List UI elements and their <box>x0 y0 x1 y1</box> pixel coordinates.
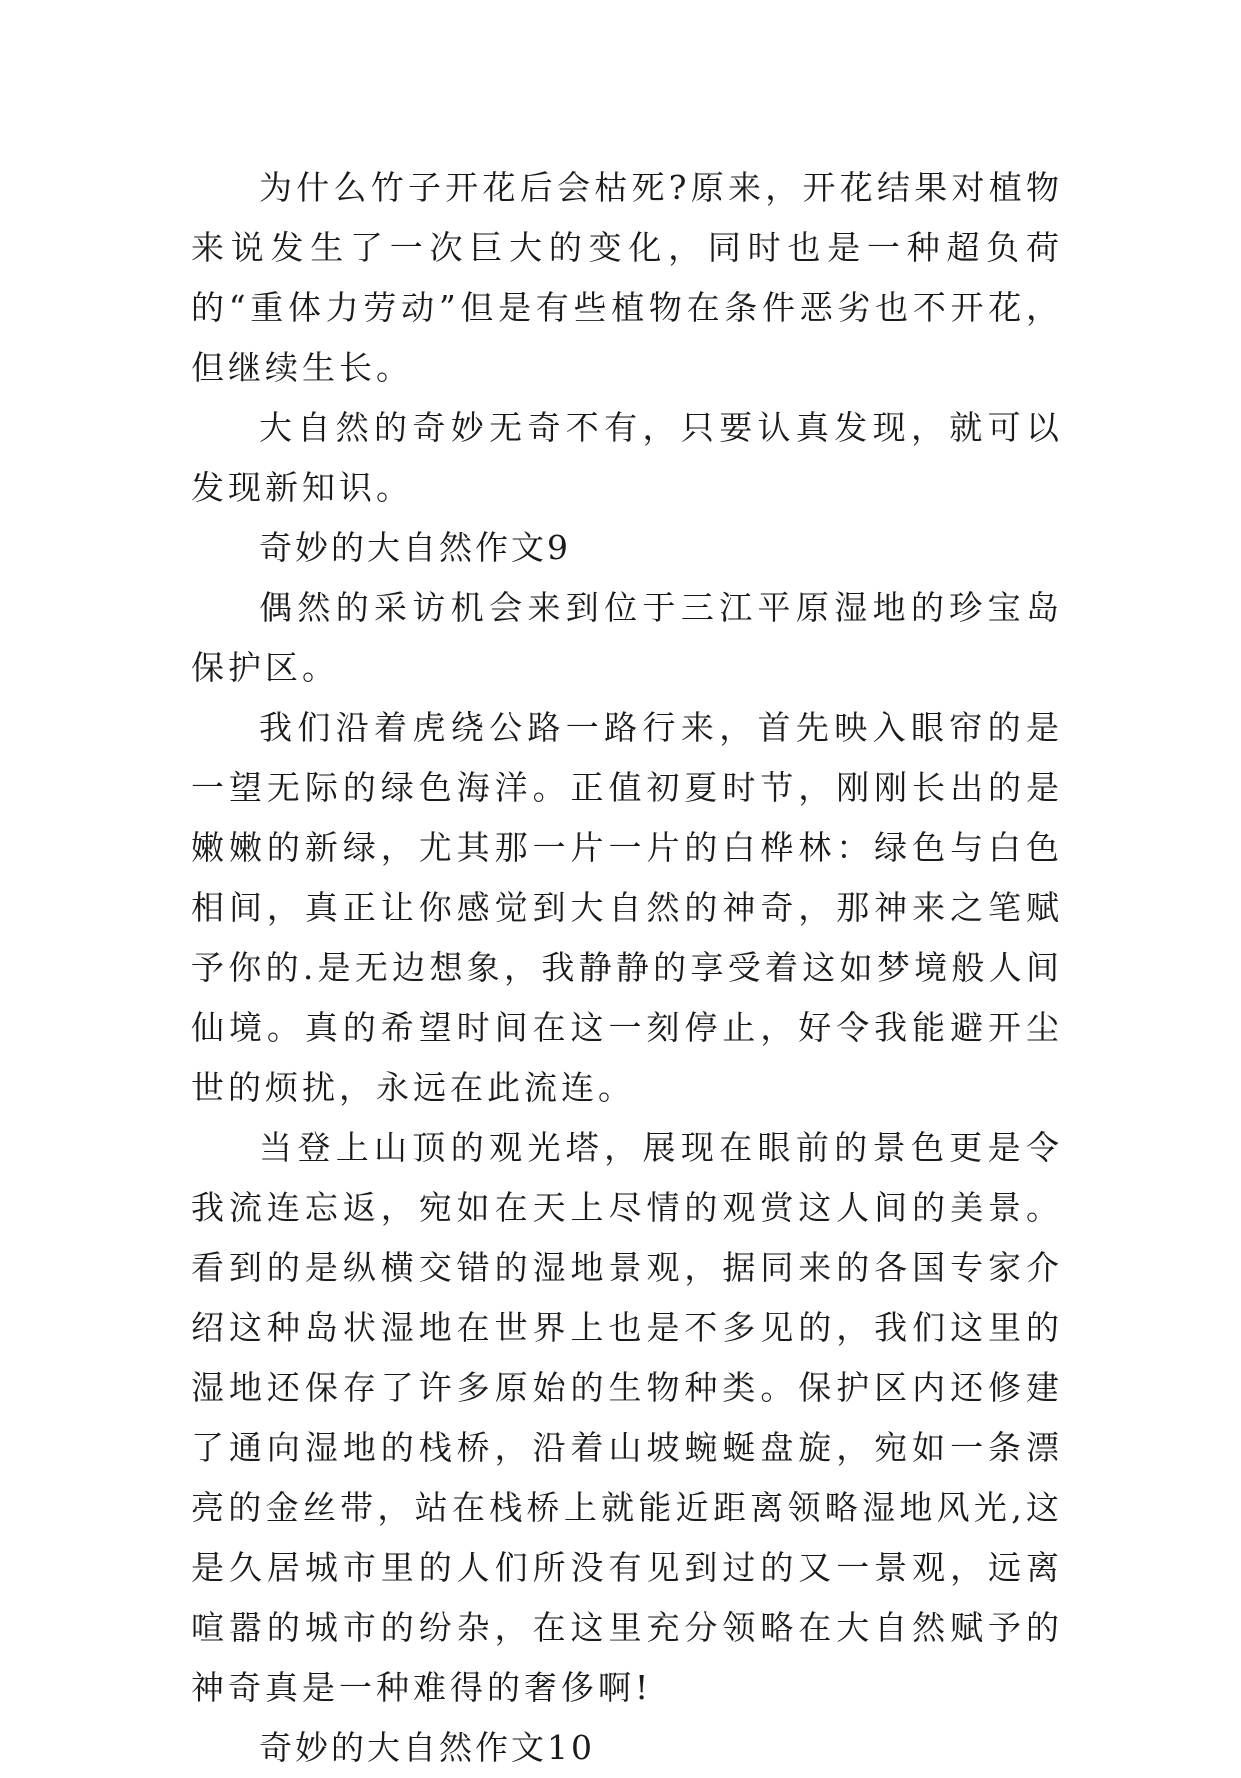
essay-heading-10: 奇妙的大自然作文10 <box>259 1728 595 1767</box>
paragraph-nature-wonder: 大自然的奇妙无奇不有，只要认真发现，就可以发现新知识。 <box>191 408 1063 507</box>
paragraph-road-journey: 我们沿着虎绕公路一路行来，首先映入眼帘的是一望无际的绿色海洋。正值初夏时节，刚刚长出的是嫩嫩的新绿，尤其那一片一片的白桦林：绿色与白色相间，真正让你感觉到大自然的神奇，那神来之笔赋予你的.是无边想象，我静静的享受着这如梦境般人间仙境。真的希望时间在这一刻停止，好令我能避开尘世的烦扰，永远在此流连。 <box>191 708 1063 1107</box>
paragraph-tower-view: 当登上山顶的观光塔，展现在眼前的景色更是令我流连忘返，宛如在天上尽情的观赏这人间的美景。看到的是纵横交错的湿地景观，据同来的各国专家介绍这种岛状湿地在世界上也是不多见的，我们这里的湿地还保存了许多原始的生物种类。保护区内还修建了通向湿地的栈桥，沿着山坡蜿蜒盘旋，宛如一条漂亮的金丝带，站在栈桥上就能近距离领略湿地风光,这是久居城市里的人们所没有见到过的又一景观，远离喧嚣的城市的纷杂，在这里充分领略在大自然赋予的神奇真是一种难得的奢侈啊! <box>191 1128 1063 1707</box>
paragraph-bamboo: 为什么竹子开花后会枯死?原来，开花结果对植物来说发生了一次巨大的变化，同时也是一种超负荷的“重体力劳动”但是有些植物在条件恶劣也不开花，但继续生长。 <box>191 168 1063 387</box>
paragraph-interview: 偶然的采访机会来到位于三江平原湿地的珍宝岛保护区。 <box>191 588 1063 687</box>
document-body <box>191 158 1063 1778</box>
essay-heading-9: 奇妙的大自然作文9 <box>259 528 571 567</box>
